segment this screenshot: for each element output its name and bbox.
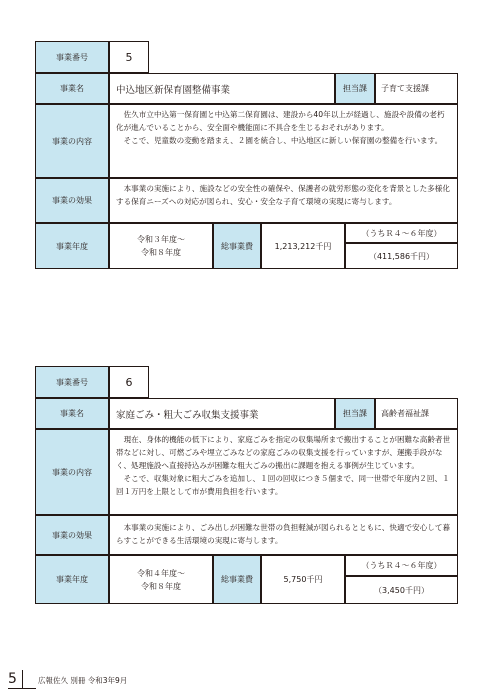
department-value: 子育て支援課 — [375, 73, 458, 104]
period-start: 令和３年度～ — [137, 235, 185, 244]
name-label: 事業名 — [35, 73, 109, 104]
department-value: 高齢者福祉課 — [375, 398, 458, 429]
project-number: 5 — [109, 41, 149, 73]
content-paragraph-1: 佐久市立中込第一保育園と中込第二保育園は、建設から40年以上が経過し、施設や設備の老朽化が進んでいることから、安全面や機能面に不具合を生じるおそれがあります。 — [116, 110, 445, 132]
name-label: 事業名 — [35, 398, 109, 429]
content-paragraph-1: 現在、身体的機能の低下により、家庭ごみを指定の収集場所まで搬出することが困難な高齢者世帯などに対し、可燃ごみや埋立ごみなどの家庭ごみの収集支援を行っていますが、運搬手段がなく、処理施設へ直接持込みが困難な粗大ごみの搬出に課題を抱える事例が生じています。 — [116, 435, 451, 470]
department-label: 担当課 — [335, 73, 375, 104]
sub-cost-label: （うちＲ４～６年度） — [345, 223, 458, 243]
number-label: 事業番号 — [35, 41, 109, 73]
number-label: 事業番号 — [35, 366, 109, 398]
project-card-5 — [35, 41, 458, 269]
footer-publication: 広報佐久 別冊 令和3年9月 — [38, 676, 128, 685]
period-label: 事業年度 — [35, 555, 109, 604]
period-end: 令和８年度 — [141, 248, 181, 257]
content-paragraph-2: そこで、児童数の変動を踏まえ、２園を統合し、中込地区に新しい保育園の整備を行います。 — [123, 136, 443, 145]
effect-text — [109, 178, 458, 223]
period-value — [109, 555, 213, 604]
sub-cost-label: （うちＲ４～６年度） — [345, 555, 458, 576]
project-number: 6 — [109, 366, 149, 398]
effect-paragraph: 本事業の実施により、ごみ出しが困難な世帯の負担軽減が図られるとともに、快適で安心して暮らすことができる生活環境の実現に寄与します。 — [116, 523, 451, 545]
effect-label: 事業の効果 — [35, 178, 109, 223]
total-cost: 5,750千円 — [261, 555, 345, 604]
project-name: 中込地区新保育園整備事業 — [109, 73, 335, 104]
content-text — [109, 429, 458, 515]
period-value — [109, 223, 213, 269]
sub-cost-value: （411,586千円） — [345, 243, 458, 269]
cost-label: 総事業費 — [213, 223, 261, 269]
content-paragraph-2: そこで、収集対象に粗大ごみを追加し、１回の回収につき５個まで、同一世帯で年度内２回、１回１万円を上限として市が費用負担を行います。 — [116, 474, 450, 496]
effect-paragraph: 本事業の実施により、施設などの安全性の確保や、保護者の就労形態の変化を背景とした多様化する保育ニーズへの対応が図られ、安心・安全な子育て環境の実現に寄与します。 — [116, 184, 450, 206]
period-label: 事業年度 — [35, 223, 109, 269]
content-label: 事業の内容 — [35, 104, 109, 178]
period-end: 令和８年度 — [141, 581, 181, 591]
total-cost: 1,213,212千円 — [261, 223, 345, 269]
content-text — [109, 104, 458, 178]
footer-rule — [8, 688, 36, 689]
department-label: 担当課 — [335, 398, 375, 429]
effect-label: 事業の効果 — [35, 515, 109, 555]
cost-label: 総事業費 — [213, 555, 261, 604]
period-start: 令和４年度～ — [137, 568, 185, 578]
content-label: 事業の内容 — [35, 429, 109, 515]
sub-cost-value: （3,450千円） — [345, 576, 458, 604]
page-number: 5 — [8, 670, 23, 688]
effect-text — [109, 515, 458, 555]
project-name: 家庭ごみ・粗大ごみ収集支援事業 — [109, 398, 335, 429]
project-card-6 — [35, 366, 458, 604]
